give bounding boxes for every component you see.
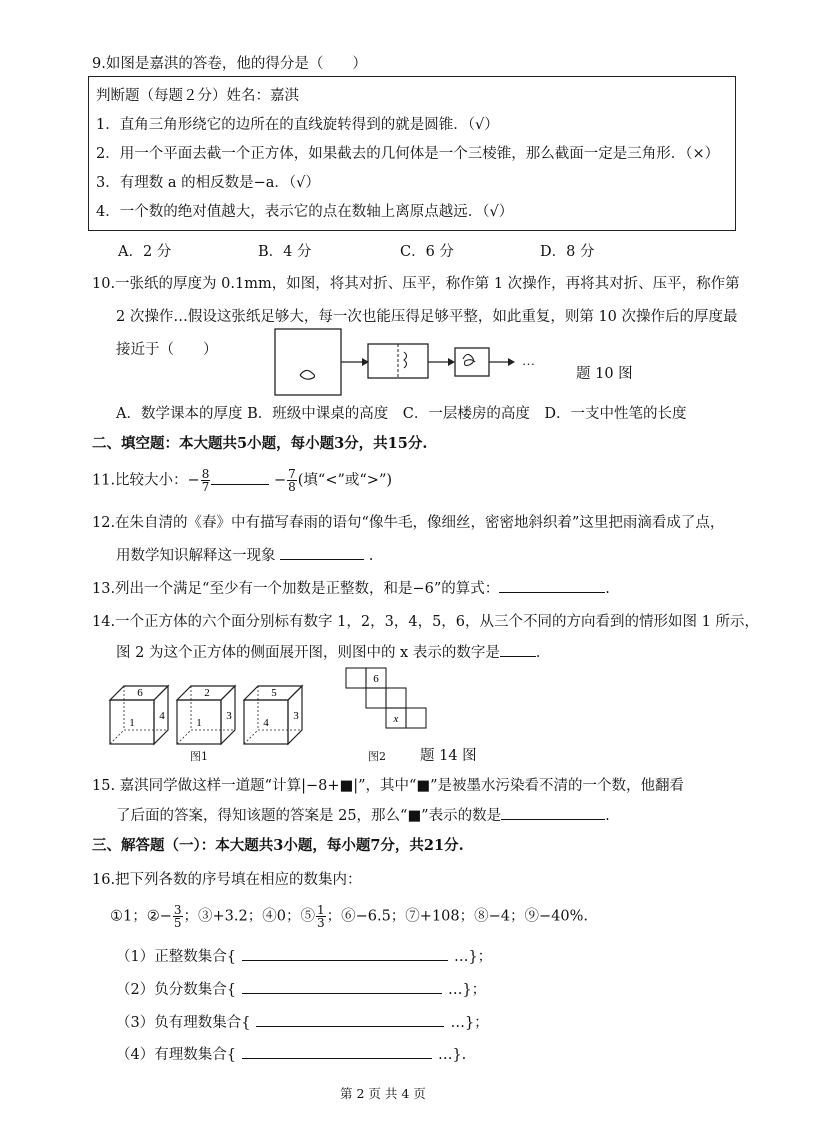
q12-line-2: 用数学知识解释这一现象 .: [116, 548, 374, 564]
q12-answer-blank[interactable]: [280, 559, 364, 560]
q9-option-b: B．4 分: [258, 244, 312, 260]
cube-2-side: 3: [226, 710, 232, 722]
set-1-answer-blank[interactable]: [242, 960, 448, 961]
figure-ellipsis: …: [522, 353, 535, 368]
q9-option-a: A．2 分: [118, 244, 172, 260]
cube-1-front: 1: [129, 717, 135, 729]
q16-number-list: ①1；②− $\frac{3}{5}$ ；③+3.2；④0；⑤ $\frac{1}{3}$ ；⑥−6.5；⑦+108；⑧−4；⑨−40%.: [110, 903, 588, 930]
q11-minus: −: [273, 472, 287, 489]
q16-stem: 16.把下列各数的序号填在相应的数集内：: [92, 872, 362, 888]
q15-answer-blank[interactable]: [501, 819, 605, 820]
q10-line-3: 接近于（ ）: [116, 342, 218, 358]
set-3-answer-blank[interactable]: [256, 1026, 444, 1027]
net-face-top: 6: [373, 673, 379, 685]
answer-sheet-item-4: 4．一个数的绝对值越大，表示它的点在数轴上离原点越远．（√）: [96, 204, 514, 220]
q14-line-1: 14.一个正方体的六个面分别标有数字 1，2，3，4，5，6，从三个不同的方向看到的情形如图 1 所示，: [92, 614, 759, 630]
q11-suffix: (填“<”或“>”): [297, 472, 393, 489]
q16-set-2: （2）负分数集合{ …}；: [116, 982, 487, 998]
q11-prefix: 11.比较大小：−: [92, 472, 200, 489]
q16-set-3: （3）负有理数集合{ …}；: [116, 1015, 489, 1031]
set-4-answer-blank[interactable]: [242, 1058, 432, 1059]
q10-figure-caption: 题 10 图: [576, 366, 633, 382]
cube-2-top: 2: [204, 687, 210, 699]
q14-answer-blank[interactable]: [500, 656, 536, 657]
cube-3-front: 4: [263, 717, 269, 729]
cube-2-front: 1: [196, 717, 202, 729]
q11-answer-blank[interactable]: [211, 484, 269, 485]
set-2-answer-blank[interactable]: [242, 993, 442, 994]
fig2-label: 图2: [368, 750, 386, 763]
section-3-heading: 三、解答题（一）：本大题共3小题，每小题7分，共21分.: [92, 837, 464, 854]
q11: [92, 468, 392, 493]
q12-line-1: 12.在朱自清的《春》中有描写春雨的语句“像牛毛，像细丝，密密地斜织着”这里把雨滴看成了点，: [92, 515, 725, 531]
q9-option-c: C．6 分: [400, 244, 454, 260]
net-face-x: x: [393, 713, 399, 725]
q13: 13.列出一个满足“至少有一个加数是正整数，和是−6”的算式： .: [92, 581, 610, 597]
q14-figure-caption: 题 14 图: [420, 748, 477, 764]
q9-option-d: D．8 分: [540, 244, 595, 260]
cube-1-side: 4: [159, 710, 165, 722]
answer-sheet-item-2: 2．用一个平面去截一个正方体，如果截去的几何体是一个三棱锥，那么截面一定是三角形．（×）: [96, 146, 720, 162]
q10-options: A．数学课本的厚度 B．班级中课桌的高度 C．一层楼房的高度 D．一支中性笔的长度: [116, 406, 687, 422]
q14-line-2: 图 2 为这个正方体的侧面展开图，则图中的 x 表示的数字是 ．: [116, 645, 551, 661]
page-footer: 第 2 页 共 4 页: [340, 1086, 426, 1101]
fig1-label: 图1: [190, 750, 208, 763]
cube-3-side: 3: [293, 710, 299, 722]
q16-set-1: （1）正整数集合{ …}；: [116, 949, 493, 965]
answer-sheet-item-1: 1．直角三角形绕它的边所在的直线旋转得到的就是圆锥．（√）: [96, 117, 499, 133]
q11-fraction-2: $\frac{7}{8}$: [288, 467, 296, 494]
q13-answer-blank[interactable]: [499, 592, 605, 593]
cube-net-figure: [340, 664, 440, 744]
q15-line-1: 15. 嘉淇同学做这样一道题“计算|−8+■|”，其中“■”是被墨水污染看不清的一个数，他翻看: [92, 778, 685, 794]
q16-set-4: （4）有理数集合{ …}.: [116, 1047, 467, 1063]
answer-sheet-item-3: 3．有理数 a 的相反数是−a．（√）: [96, 175, 320, 191]
answer-sheet-title: 判断题（每题２分）姓名：嘉淇: [96, 88, 299, 104]
q15-line-2: 了后面的答案，得知该题的答案是 25，那么“■”表示的数是 .: [116, 808, 610, 824]
q11-fraction-1: $\frac{8}{7}$: [201, 467, 210, 494]
q10-line-1: 10.一张纸的厚度为 0.1mm，如图，将其对折、压平，称作第 1 次操作，再将其对折、压平，称作第: [92, 276, 740, 292]
q10-line-2: 2 次操作…假设这张纸足够大，每一次也能压得足够平整，如此重复，则第 10 次操作后的厚度最: [116, 309, 738, 325]
section-2-heading: 二、填空题：本大题共5小题，每小题3分，共15分.: [92, 435, 428, 452]
cube-3-top: 5: [271, 687, 277, 699]
q9-stem: 9.如图是嘉淇的答卷，他的得分是（ ）: [92, 56, 367, 72]
paper-folding-figure: [270, 326, 570, 398]
cube-1-top: 6: [137, 687, 143, 699]
